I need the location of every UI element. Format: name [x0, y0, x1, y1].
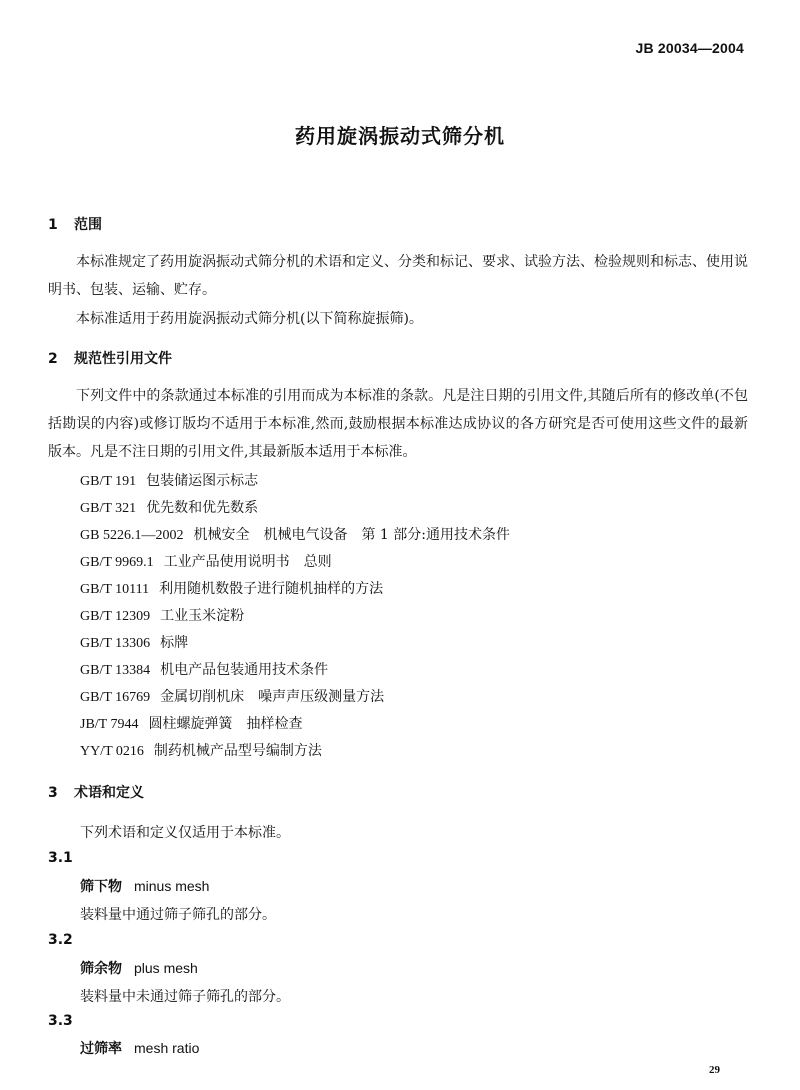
reference-title: 制药机械产品型号编制方法 [153, 743, 322, 759]
term-entry [80, 1038, 199, 1058]
reference-title: 工业玉米淀粉 [160, 608, 245, 624]
reference-item [80, 470, 258, 490]
reference-title: 机械安全 机械电气设备 第 1 部分:通用技术条件 [193, 527, 510, 543]
reference-item [80, 605, 244, 625]
term-number: 3.1 [48, 850, 73, 866]
reference-code: GB/T 13384 [80, 663, 151, 678]
term-chinese: 筛下物 [80, 879, 122, 895]
section-title: 规范性引用文件 [74, 351, 172, 367]
term-number: 3.2 [48, 932, 73, 948]
reference-code: GB/T 13306 [80, 636, 151, 651]
reference-item [80, 578, 383, 598]
reference-item [80, 659, 328, 679]
page-number: 29 [709, 1064, 720, 1076]
reference-item [80, 740, 322, 760]
section-1-heading [48, 214, 102, 234]
section-number: 3 [48, 785, 58, 801]
section-2-heading [48, 348, 172, 368]
reference-title: 圆柱螺旋弹簧 抽样检查 [148, 716, 303, 732]
reference-item [80, 551, 332, 571]
reference-code: GB/T 16769 [80, 690, 151, 705]
reference-item [80, 524, 510, 544]
reference-title: 利用随机数骰子进行随机抽样的方法 [159, 581, 384, 597]
term-definition: 装料量中未通过筛子筛孔的部分。 [80, 989, 290, 1005]
reference-title: 标牌 [160, 635, 189, 651]
reference-item [80, 686, 384, 706]
term-english: mesh ratio [134, 1040, 200, 1056]
reference-code: GB 5226.1—2002 [80, 528, 184, 543]
reference-code: GB/T 321 [80, 501, 137, 516]
term-definition: 装料量中通过筛子筛孔的部分。 [80, 907, 276, 923]
document-title: 药用旋涡振动式筛分机 [295, 124, 505, 148]
reference-code: GB/T 9969.1 [80, 555, 154, 570]
reference-item [80, 632, 188, 652]
section-number: 1 [48, 217, 58, 233]
reference-item [80, 497, 258, 517]
reference-title: 金属切削机床 噪声声压级测量方法 [160, 689, 385, 705]
section-3-heading [48, 782, 144, 802]
reference-code: GB/T 12309 [80, 609, 151, 624]
reference-code: GB/T 191 [80, 474, 137, 489]
reference-code: YY/T 0216 [80, 744, 144, 759]
document-code: JB 20034—2004 [635, 40, 744, 56]
reference-title: 优先数和优先数系 [146, 500, 259, 516]
term-entry [80, 958, 198, 978]
reference-code: JB/T 7944 [80, 717, 139, 732]
term-chinese: 过筛率 [80, 1041, 122, 1057]
term-english: minus mesh [134, 878, 210, 894]
section-1-paragraph-2: 本标准适用于药用旋涡振动式筛分机(以下简称旋振筛)。 [76, 311, 423, 327]
section-title: 术语和定义 [74, 785, 144, 801]
section-number: 2 [48, 351, 58, 367]
term-number: 3.3 [48, 1013, 73, 1029]
term-chinese: 筛余物 [80, 961, 122, 977]
reference-code: GB/T 10111 [80, 582, 150, 597]
section-1-paragraph-1: 本标准规定了药用旋涡振动式筛分机的术语和定义、分类和标记、要求、试验方法、检验规则和标志、使用说明书、包装、运输、贮存。 [48, 254, 748, 298]
section-3-intro: 下列术语和定义仅适用于本标准。 [80, 825, 290, 841]
section-title: 范围 [74, 217, 102, 233]
reference-title: 包装储运图示标志 [146, 473, 259, 489]
reference-title: 工业产品使用说明书 总则 [163, 554, 332, 570]
reference-item [80, 713, 302, 733]
section-2-intro: 下列文件中的条款通过本标准的引用而成为本标准的条款。凡是注日期的引用文件,其随后所有的修改单(不包括勘误的内容)或修订版均不适用于本标准,然而,鼓励根据本标准达成协议的各方研究是否可使用这些文件的最新版本。凡是不注日期的引用文件,其最新版本适用于本标准。 [48, 388, 748, 460]
term-entry [80, 876, 209, 896]
reference-title: 机电产品包装通用技术条件 [160, 662, 329, 678]
term-english: plus mesh [134, 960, 198, 976]
